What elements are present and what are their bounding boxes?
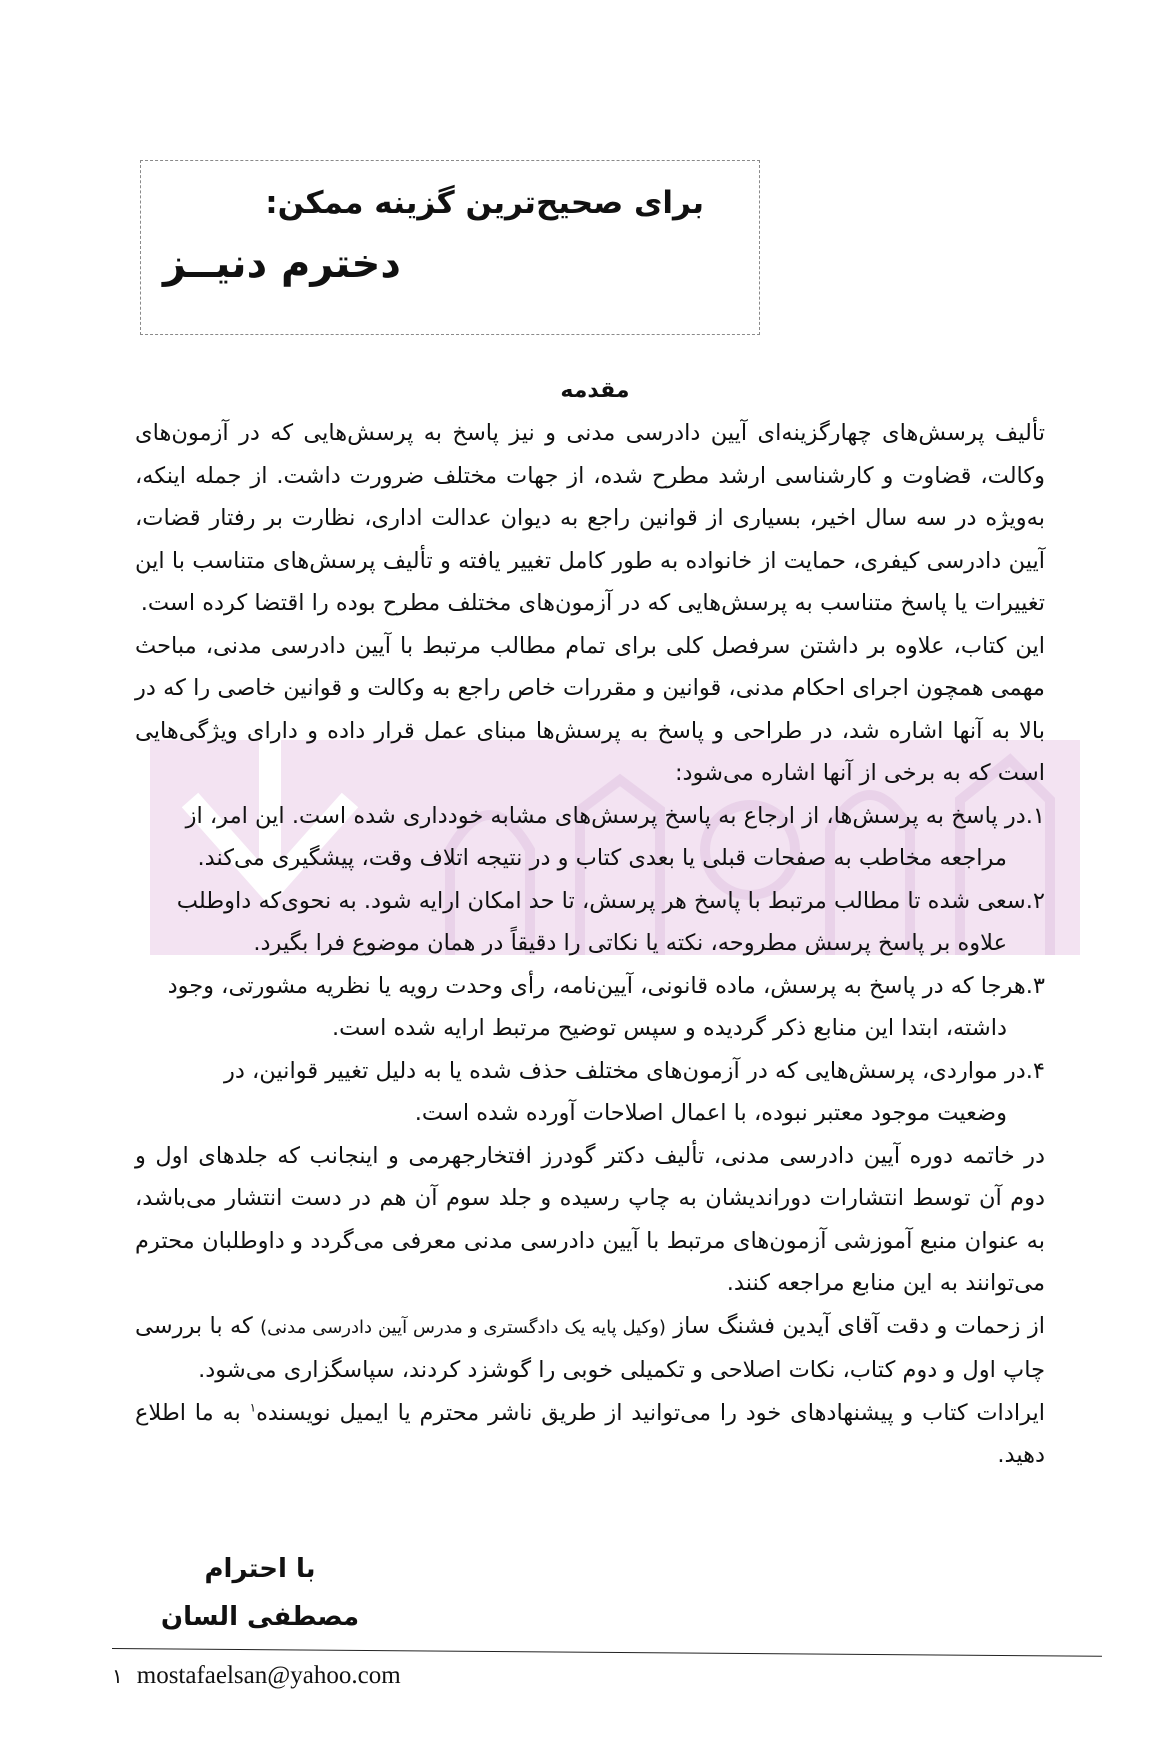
list-number: ۳. xyxy=(1025,972,1045,999)
dedication-box xyxy=(140,160,760,335)
footnote-marker[interactable]: ۱ xyxy=(249,1400,257,1414)
body-text xyxy=(135,412,1045,1477)
list-item xyxy=(135,965,1045,1050)
ack-parenthetical: (وکیل پایه یک دادگستری و مدرس آیین دادرسی مدنی) xyxy=(260,1316,666,1338)
paragraph-intro: تألیف پرسش‌های چهارگزینه‌ای آیین دادرسی مدنی و نیز پاسخ به پرسش‌هایی که در آزمون‌های وکالت، قضاوت و کارشناسی ارشد مطرح شده، از جهات مختلف ضرورت داشت. از جمله اینکه، به‌ویژه در سه سال اخیر، بسیاری از قوانین راجع به دیوان عدالت اداری، نظارت بر رفتار قضات، آیین دادرسی کیفری، حمایت از خانواده به طور کامل تغییر یافته و تألیف پرسش‌های متناسب با این تغییرات یا پاسخ متناسب به پرسش‌هایی که در آزمون‌های مختلف مطرح بوده را اقتضا کرده است. xyxy=(135,420,1045,616)
list-text: هرجا که در پاسخ به پرسش، ماده قانونی، آیین‌نامه، رأی وحدت رویه یا نظریه مشورتی، وجود xyxy=(167,972,1026,999)
feedback-text: ایرادات کتاب و پیشنهادهای خود را می‌توانید از طریق ناشر محترم یا ایمیل نویسنده xyxy=(256,1399,1045,1426)
list-number: ۱. xyxy=(1025,802,1045,829)
list-item xyxy=(135,1050,1045,1135)
list-text: سعی شده تا مطالب مرتبط با پاسخ هر پرسش، تا حد امکان ارایه شود. به نحوی‌که داوطلب xyxy=(176,887,1026,914)
footnote-email-link[interactable]: mostafaelsan@yahoo.com xyxy=(136,1662,401,1689)
signature-block xyxy=(150,1545,370,1641)
list-text-continued: علاوه بر پاسخ پرسش مطروحه، نکته یا نکاتی را دقیقاً در همان موضوع فرا بگیرد. xyxy=(253,930,1007,956)
section-title: مقدمه xyxy=(560,378,630,403)
footnote xyxy=(112,1662,401,1690)
author-name: مصطفی السان xyxy=(160,1602,360,1632)
closing-text: با احترام xyxy=(204,1554,316,1584)
list-text: در پاسخ به پرسش‌ها، از ارجاع به پاسخ پرسش‌های مشابه خودداری شده است. این امر، از xyxy=(185,802,1026,829)
list-item xyxy=(135,880,1045,965)
paragraph-references: در خاتمه دوره آیین دادرسی مدنی، تألیف دکتر گودرز افتخارجهرمی و اینجانب که جلدهای اول و دوم آن توسط انتشارات دوراندیشان به چاپ رسیده و جلد سوم آن هم در دست انتشار می‌باشد، به عنوان منبع آموزشی آزمون‌های مرتبط با آیین دادرسی مدنی معرفی می‌گردد و داوطلبان محترم می‌توانند به این منابع مراجعه کنند. xyxy=(135,1142,1045,1296)
list-number: ۴. xyxy=(1025,1057,1045,1084)
footnote-number: ۱ xyxy=(112,1664,123,1688)
paragraph-feedback xyxy=(135,1392,1045,1477)
list-item xyxy=(135,795,1045,880)
list-text-continued: مراجعه مخاطب به صفحات قبلی یا بعدی کتاب و در نتیجه اتلاف وقت، پیشگیری می‌کند. xyxy=(197,845,1007,871)
ack-text: از زحمات و دقت آقای آیدین فشنگ ساز xyxy=(665,1312,1045,1339)
list-text-continued: داشته، ابتدا این منابع ذکر گردیده و سپس توضیح مرتبط ارایه شده است. xyxy=(331,1015,1007,1041)
list-number: ۲. xyxy=(1025,887,1045,914)
paragraph-acknowledgement xyxy=(135,1305,1045,1392)
dedication-name: دخترم دنیــز xyxy=(163,241,401,287)
feedback-text-end: به ما اطلاع دهید. xyxy=(135,1399,1045,1468)
footnote-divider xyxy=(112,1648,1102,1657)
list-text-continued: وضعیت موجود معتبر نبوده، با اعمال اصلاحات آورده شده است. xyxy=(414,1100,1007,1126)
list-text: در مواردی، پرسش‌هایی که در آزمون‌های مختلف حذف شده یا به دلیل تغییر قوانین، در xyxy=(223,1057,1026,1084)
dedication-line: برای صحیح‌ترین گزینه ممکن: xyxy=(265,185,704,221)
paragraph-book-features: این کتاب، علاوه بر داشتن سرفصل کلی برای تمام مطالب مرتبط با آیین دادرسی مدنی، مباحث مهمی همچون اجرای احکام مدنی، قوانین و مقررات خاص راجع به وکالت و قوانین خاصی را که در بالا به آنها اشاره شد، در طراحی و پاسخ به پرسش‌ها مبنای عمل قرار داده و دارای ویژگی‌هایی است که به برخی از آنها اشاره می‌شود: xyxy=(135,632,1045,786)
ack-text-end: که با بررسی چاپ اول و دوم کتاب، نکات اصلاحی و تکمیلی خوبی را گوشزد کردند، سپاسگزاری می‌شود. xyxy=(135,1312,1045,1383)
